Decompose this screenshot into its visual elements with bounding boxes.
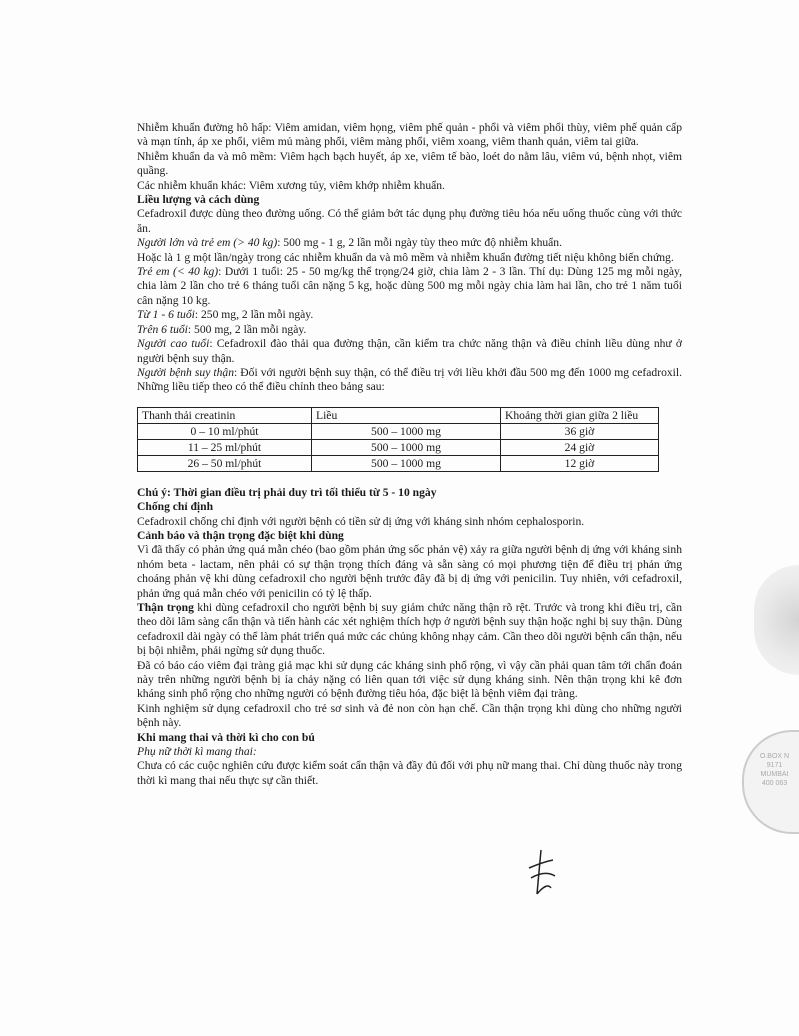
table-row bbox=[138, 439, 659, 455]
paragraph-contraindications: Cefadroxil chống chỉ định với người bệnh có tiền sử dị ứng với kháng sinh nhóm cephalosporin. bbox=[137, 514, 585, 528]
table-cell: 0 – 10 ml/phút bbox=[138, 423, 312, 439]
paragraph-caution bbox=[137, 601, 682, 659]
label-children: Trẻ em (< 40 kg) bbox=[137, 265, 219, 279]
table-cell: 500 – 1000 mg bbox=[312, 455, 501, 471]
table-cell: 26 – 50 ml/phút bbox=[138, 455, 312, 471]
company-stamp-partial bbox=[754, 565, 799, 675]
table-cell: 24 giờ bbox=[501, 439, 659, 455]
text-children: : Dưới 1 tuổi: 25 - 50 mg/kg thể trọng/24 giờ, chia làm 2 - 3 lần. Thí dụ: Dùng 125 mg mỗi ngày, chia làm 2 lần cho trẻ 6 tháng tuổi cân nặng 5 kg, hoặc dùng 500 mg mỗi ngày chia làm hai lần, cho trẻ 1 năm tuổi cân nặng 10 kg. bbox=[137, 265, 682, 307]
heading-dosage: Liều lượng và cách dùng bbox=[137, 193, 260, 207]
paragraph-neonates: Kinh nghiệm sử dụng cefadroxil cho trẻ sơ sinh và đẻ non còn hạn chế. Cần thận trọng khi dùng cho những người bệnh này. bbox=[137, 701, 682, 730]
label-over-6-years: Trên 6 tuổi bbox=[137, 322, 188, 336]
paragraph-skin: Nhiễm khuẩn da và mô mềm: Viêm hạch bạch huyết, áp xe, viêm tế bào, loét do nằm lâu, viêm vú, bệnh nhọt, viêm quầng. bbox=[137, 149, 682, 178]
table-header-row bbox=[138, 407, 659, 423]
stamp-line: 400 063 bbox=[761, 780, 788, 787]
table-cell: 11 – 25 ml/phút bbox=[138, 439, 312, 455]
heading-pregnancy: Khi mang thai và thời kì cho con bú bbox=[137, 730, 315, 744]
text-1-6-years: : 250 mg, 2 lần mỗi ngày. bbox=[194, 308, 314, 322]
label-caution: Thận trọng bbox=[137, 600, 194, 614]
paragraph-renal bbox=[137, 366, 682, 395]
dosage-table bbox=[137, 407, 659, 472]
text-renal: : Đối với người bệnh suy thận, có thể điều trị với liều khởi đầu 500 mg đến 1000 mg cefadroxil. Những liều tiếp theo có thể điều chỉnh theo bảng sau: bbox=[137, 365, 683, 394]
paragraph-colitis: Đã có báo cáo viêm đại tràng giả mạc khi sử dụng các kháng sinh phổ rộng, vì vậy cần phải quan tâm tới chẩn đoán này trên những người bệnh bị ỉa chảy nặng có liên quan tới việc sử dụng kháng sinh. Nên thận trọng khi kê đơn kháng sinh phổ rộng cho những người có bệnh đường tiêu hóa, đặc biệt là bệnh viêm đại tràng. bbox=[137, 658, 682, 701]
table-cell: 12 giờ bbox=[501, 455, 659, 471]
label-adults: Người lớn và trẻ em (> 40 kg) bbox=[137, 236, 278, 250]
document-body bbox=[137, 121, 682, 788]
paragraph-1-6-years bbox=[137, 308, 682, 322]
paragraph-oral-use: Cefadroxil được dùng theo đường uống. Có thể giảm bớt tác dụng phụ đường tiêu hóa nếu uống thuốc cùng với thức ăn. bbox=[137, 207, 682, 235]
text-caution: khi dùng cefadroxil cho người bệnh bị suy giảm chức năng thận rõ rệt. Trước và trong khi điều trị, cần theo dõi lâm sàng cẩn thận và tiến hành các xét nghiệm thích hợp ở người bệnh suy thận hoặc nghi bị suy thận. Dùng cefadroxil dài ngày có thể làm phát triển quá mức các chủng không nhạy cảm. Cần theo dõi người bệnh cẩn thận, nếu bị bội nhiễm, phải ngừng sử dụng thuốc. bbox=[137, 600, 682, 658]
treatment-duration-note: Chú ý: Thời gian điều trị phải duy trì tối thiểu từ 5 - 10 ngày bbox=[137, 485, 437, 499]
paragraph-hypersensitivity: Vì đã thấy có phản ứng quá mẫn chéo (bao gồm phản ứng sốc phản vệ) xảy ra giữa người bệnh dị ứng với kháng sinh nhóm beta - lactam, nên phải có sự thận trọng thích đáng và sẵn sàng có mọi phương tiện để điều trị phản ứng choáng phản vệ khi dùng cefadroxil cho người bệnh trước đây đã bị dị ứng với penicilin. Tuy nhiên, với cefadroxil, phản ứng quá mẫn chéo với penicilin có tỷ lệ thấp. bbox=[137, 543, 682, 600]
paragraph-respiratory: Nhiễm khuẩn đường hô hấp: Viêm amidan, viêm họng, viêm phế quản - phổi và viêm phổi thùy, viêm phế quản cấp và mạn tính, áp xe phổi, viêm mủ màng phổi, viêm màng phổi, viêm xoang, viêm thanh quản, viêm tai giữa. bbox=[137, 121, 682, 149]
address-stamp-partial bbox=[742, 730, 799, 834]
paragraph-elderly bbox=[137, 337, 682, 366]
label-elderly: Người cao tuổi bbox=[137, 337, 210, 351]
heading-contraindications: Chống chỉ định bbox=[137, 500, 214, 514]
paragraph-over-6-years bbox=[137, 323, 682, 337]
stamp-line: MUMBAI bbox=[760, 771, 789, 778]
paragraph-pregnancy: Chưa có các cuộc nghiên cứu được kiểm soát cẩn thận và đầy đủ đối với phụ nữ mang thai. Chỉ dùng thuốc này trong thời kì mang thai nếu thực sự cần thiết. bbox=[137, 759, 682, 787]
handwritten-signature bbox=[523, 848, 559, 898]
paragraph-adults bbox=[137, 236, 682, 250]
table-cell: 500 – 1000 mg bbox=[312, 439, 501, 455]
text-over-6-years: : 500 mg, 2 lần mỗi ngày. bbox=[187, 322, 307, 336]
paragraph-other-infections: Các nhiễm khuẩn khác: Viêm xương tủy, viêm khớp nhiễm khuẩn. bbox=[137, 178, 445, 192]
paragraph-children bbox=[137, 265, 682, 308]
table-cell: 500 – 1000 mg bbox=[312, 423, 501, 439]
table-header: Thanh thải creatinin bbox=[138, 407, 312, 423]
stamp-line: 9171 bbox=[766, 762, 783, 769]
table-cell: 36 giờ bbox=[501, 423, 659, 439]
paragraph-once-daily: Hoặc là 1 g một lần/ngày trong các nhiễm khuẩn da và mô mềm và nhiễm khuẩn đường tiết niệu không biến chứng. bbox=[137, 250, 674, 264]
label-renal: Người bệnh suy thận bbox=[137, 365, 235, 379]
subheading-pregnancy: Phụ nữ thời kì mang thai: bbox=[137, 745, 257, 759]
text-adults: : 500 mg - 1 g, 2 lần mỗi ngày tùy theo mức độ nhiễm khuẩn. bbox=[277, 236, 563, 250]
table-header: Khoảng thời gian giữa 2 liều bbox=[501, 407, 659, 423]
table-row bbox=[138, 423, 659, 439]
table-header: Liều bbox=[312, 407, 501, 423]
stamp-line: O.BOX N bbox=[759, 753, 790, 760]
text-elderly: : Cefadroxil đào thải qua đường thận, cần kiểm tra chức năng thận và điều chỉnh liều dùng như ở người bệnh suy thận. bbox=[137, 337, 682, 365]
heading-warnings: Cảnh báo và thận trọng đặc biệt khi dùng bbox=[137, 528, 344, 542]
table-row bbox=[138, 455, 659, 471]
label-1-6-years: Từ 1 - 6 tuổi bbox=[137, 308, 195, 322]
